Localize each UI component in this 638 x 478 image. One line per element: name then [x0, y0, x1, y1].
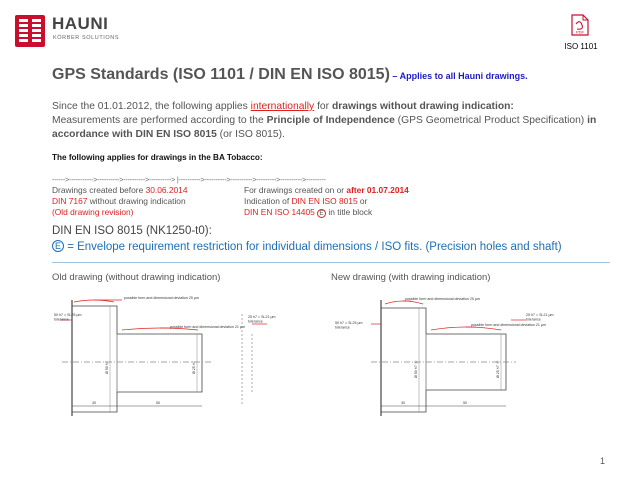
- tolerance-50-label: 50 h7 = Si-25 µm: [335, 321, 363, 325]
- caption-new-drawing: New drawing (with drawing indication): [331, 272, 491, 283]
- logo-subtitle: KÖRBER SOLUTIONS: [53, 35, 120, 41]
- old-text: Drawings created before: [52, 185, 146, 195]
- tolerance-50-note: tolerance: [54, 317, 69, 322]
- ba-tobacco-heading: The following applies for drawings in the BA Tobacco:: [52, 153, 263, 162]
- caption-old-drawing: Old drawing (without drawing indication): [52, 272, 221, 283]
- pdf-label[interactable]: ISO 1101: [564, 42, 598, 51]
- title-subtitle: – Applies to all Hauni drawings.: [389, 71, 528, 81]
- pdf-icon-text: PDF: [576, 29, 584, 35]
- intro-paragraph: [52, 100, 612, 142]
- deviation-25-label: possible form and dimensional deviation 25 µm: [124, 296, 199, 300]
- envelope-symbol-icon: E: [52, 240, 64, 252]
- envelope-requirement-line: [52, 240, 562, 253]
- hauni-logo-icon: [14, 14, 46, 48]
- intro-text: (GPS Geometrical Product Specification): [394, 115, 588, 126]
- divider: [52, 262, 610, 263]
- page-number: 1: [600, 456, 606, 466]
- tolerance-50-label: 50 h7 = Si-25 µm: [54, 313, 82, 317]
- length-50-label: 50: [463, 401, 467, 405]
- new-drawings-column: [244, 185, 409, 218]
- deviation-25-label: possible form and dimensional deviation 25 µm: [405, 297, 480, 301]
- tolerance-25-label: 25 h7 = Si-21 µm: [526, 313, 554, 317]
- diameter-25-label: Ø 25 h7 Ⓔ: [496, 360, 500, 378]
- new-text: Indication of: [244, 196, 292, 206]
- intro-text: (or ISO 8015).: [216, 129, 285, 140]
- intro-bold-text: drawings without drawing indication:: [331, 101, 514, 112]
- new-date: after 01.07.2014: [346, 185, 409, 195]
- old-drawing-diagram: [52, 294, 282, 422]
- old-date: 30.06.2014: [145, 185, 188, 195]
- diameter-50-label: Ø 50 h7 Ⓔ: [414, 360, 418, 378]
- deviation-21-label: possible form and dimensional deviation 21 µm: [471, 323, 546, 327]
- timeline-arrows: ------>----------->---------->---------->----------> |---------->---------->---------->--------->---------->---------: [52, 175, 326, 184]
- intro-text: Measurements are performed according to the: [52, 115, 267, 126]
- tolerance-25-label: 25 h7 = Si-21 µm: [248, 315, 276, 319]
- deviation-21-label: possible form and dimensional deviation 21 µm: [170, 325, 245, 329]
- new-drawing-diagram: [331, 294, 561, 422]
- tolerance-25-note: tolerance: [526, 317, 541, 322]
- intro-text: Since the 01.01.2012, the following applies: [52, 101, 251, 112]
- new-standard: DIN EN ISO 8015: [291, 196, 358, 206]
- envelope-symbol-icon: E: [317, 209, 326, 218]
- old-revision-note: (Old drawing revision): [52, 207, 134, 217]
- din-standard-heading: DIN EN ISO 8015 (NK1250-t0):: [52, 225, 212, 237]
- logo-name: HAUNI: [52, 14, 109, 33]
- diameter-50-label: Ø 50 h7: [105, 361, 109, 374]
- new-text: For drawings created on or: [244, 185, 347, 195]
- title-main: GPS Standards (ISO 1101 / DIN EN ISO 8015): [52, 66, 390, 83]
- diameter-25-label: Ø 25 h7: [192, 361, 196, 374]
- intro-bold-text: in accordance with DIN EN ISO 8015: [52, 115, 597, 140]
- length-30-label: 30: [92, 401, 96, 405]
- new-text: in title block: [326, 207, 373, 217]
- tolerance-50-note: tolerance: [335, 325, 350, 330]
- page-title: [52, 66, 632, 84]
- intro-bold-text: Principle of Independence: [266, 115, 395, 126]
- intro-text: for: [314, 101, 332, 112]
- old-drawings-column: [52, 185, 188, 218]
- intro-internationally: internationally: [250, 101, 315, 112]
- length-50-label: 50: [156, 401, 160, 405]
- tolerance-25-note: tolerance: [248, 319, 263, 324]
- pdf-file-icon[interactable]: [571, 14, 589, 36]
- envelope-text: = Envelope requirement restriction for individual dimensions / ISO fits. (Precision holes and shaft): [64, 241, 562, 253]
- old-standard: DIN 7167: [52, 196, 88, 206]
- new-standard-14405: DIN EN ISO 14405: [244, 207, 315, 217]
- length-30-label: 30: [401, 401, 405, 405]
- new-text: or: [357, 196, 368, 206]
- old-text: without drawing indication: [87, 196, 186, 206]
